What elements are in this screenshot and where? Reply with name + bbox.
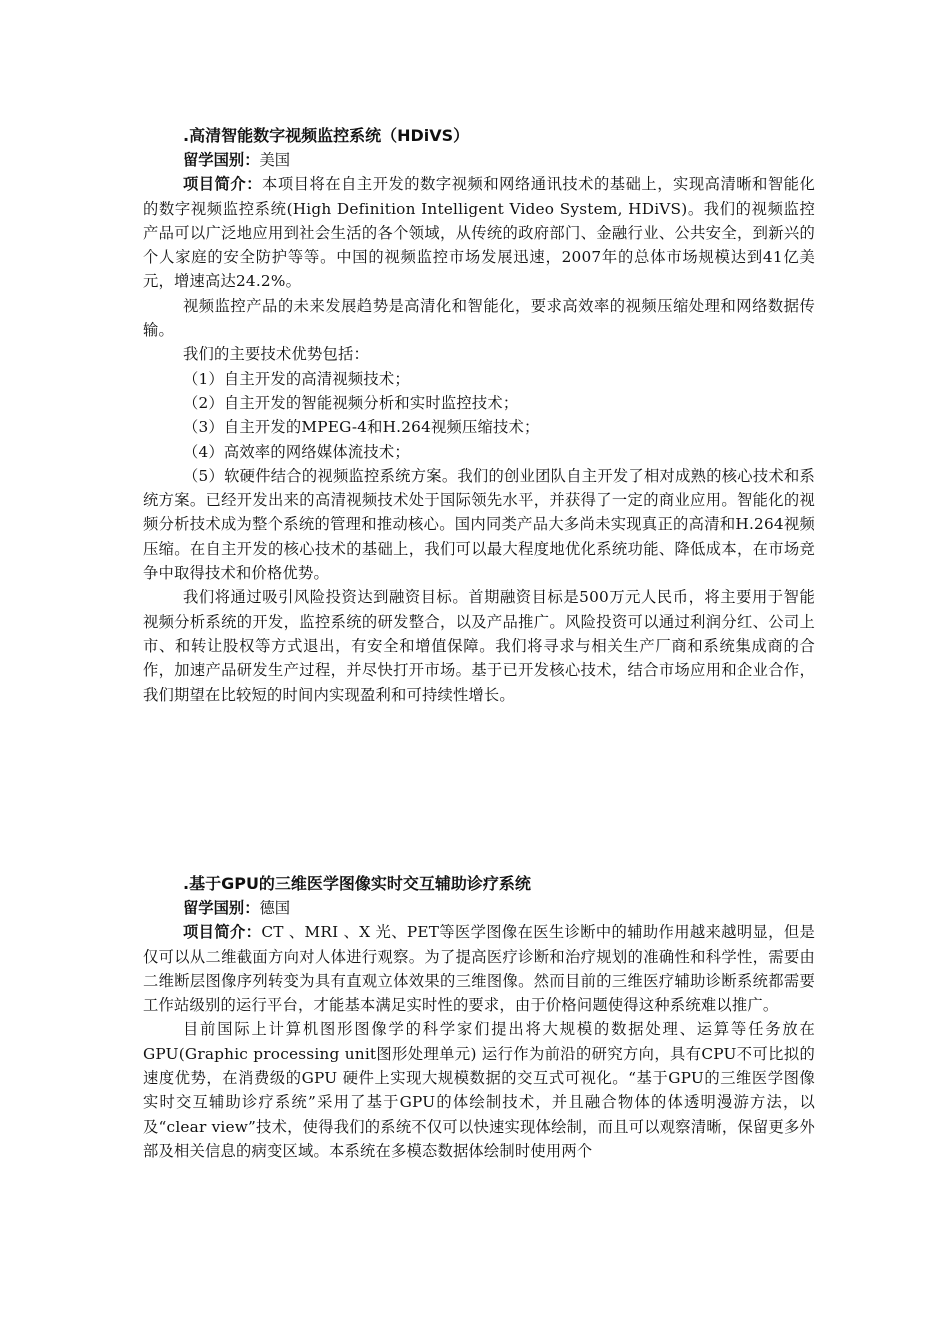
closing-paragraph: 我们将通过吸引风险投资达到融资目标。首期融资目标是500万元人民币，将主要用于智能视频分析系统的开发，监控系统的研发整合，以及产品推广。风险投资可以通过利润分红、公司上市、和转让股权等方式退出，有安全和增值保障。我们将寻求与相关生产厂商和系统集成商的合作，加速产品研发生产过程，并尽快打开市场。基于已开发核心技术，结合市场应用和企业合作，我们期望在比较短的时间内实现盈利和可持续性增长。 xyxy=(143,588,815,704)
list-item: （3）自主开发的MPEG-4和H.264视频压缩技术； xyxy=(183,418,540,437)
intro-paragraph xyxy=(143,920,815,1017)
country-line xyxy=(183,148,815,172)
country-label: 留学国别： xyxy=(183,151,260,169)
section-title: .基于GPU的三维医学图像实时交互辅助诊疗系统 xyxy=(183,874,531,893)
list-item: （4）高效率的网络媒体流技术； xyxy=(183,442,410,461)
list-item: （2）自主开发的智能视频分析和实时监控技术； xyxy=(183,393,519,412)
body-paragraph: 目前国际上计算机图形图像学的科学家们提出将大规模的数据处理、运算等任务放在 GPU(Graphic processing unit图形处理单元) 运行作为前沿的研究方向，具有CPU不可比拟的速度优势，在消费级的GPU 硬件上实现大规模数据的交互式可视化。“基于GPU的三维医学图像实时交互辅助诊疗系统”采用了基于GPU的体绘制技术，并且融合物体的体透明漫游方法，以及“clear view”技术，使得我们的系统不仅可以快速实现体绘制，而且可以观察清晰，保留更多外部及相关信息的病变区域。本系统在多模态数据体绘制时使用两个 xyxy=(143,1020,815,1160)
list-item: （5）软硬件结合的视频监控系统方案。我们的创业团队自主开发了相对成熟的核心技术和系统方案。已经开发出来的高清视频技术处于国际领先水平，并获得了一定的商业应用。智能化的视频分析技术成为整个系统的管理和推动核心。国内同类产品大多尚未实现真正的高清和H.264视频压缩。在自主开发的核心技术的基础上，我们可以最大程度地优化系统功能、降低成本，在市场竞争中取得技术和价格优势。 xyxy=(143,466,815,583)
project-section-hdivs xyxy=(143,124,815,707)
intro-text: CT 、MRI 、X 光、PET等医学图像在医生诊断中的辅助作用越来越明显，但是仅可以从二维截面方向对人体进行观察。为了提高医疗诊断和治疗规划的准确性和科学性，需要由二维断层图像序列转变为具有直观立体效果的三维图像。然而目前的三维医疗辅助诊断系统都需要工作站级别的运行平台，才能基本满足实时性的要求，由于价格问题使得这种系统难以推广。 xyxy=(143,923,815,1015)
intro-text: 本项目将在自主开发的数字视频和网络通讯技术的基础上，实现高清晰和智能化的数字视频监控系统(High Definition Intelligent Video System, HDiVS)。我们的视频监控产品可以广泛地应用到社会生活的各个领域，从传统的政府部门、金融行业、公共安全，到新兴的个人家庭的安全防护等等。中国的视频监控市场发展迅速，2007年的总体市场规模达到41亿美元，增速高达24.2%。 xyxy=(143,175,815,291)
intro-label: 项目简介： xyxy=(183,923,262,942)
body-paragraph: 我们的主要技术优势包括： xyxy=(183,345,369,364)
project-section-gpu-medical xyxy=(143,872,815,1163)
section-title: .高清智能数字视频监控系统（HDiVS） xyxy=(183,126,470,145)
body-paragraph: 视频监控产品的未来发展趋势是高清化和智能化，要求高效率的视频压缩处理和网络数据传输。 xyxy=(143,296,815,340)
intro-label: 项目简介： xyxy=(183,175,263,194)
country-line xyxy=(183,896,815,920)
country-value: 德国 xyxy=(259,899,291,917)
intro-paragraph xyxy=(143,172,815,293)
country-label: 留学国别： xyxy=(183,899,260,917)
country-value: 美国 xyxy=(259,151,291,169)
list-item: （1）自主开发的高清视频技术； xyxy=(183,369,410,388)
